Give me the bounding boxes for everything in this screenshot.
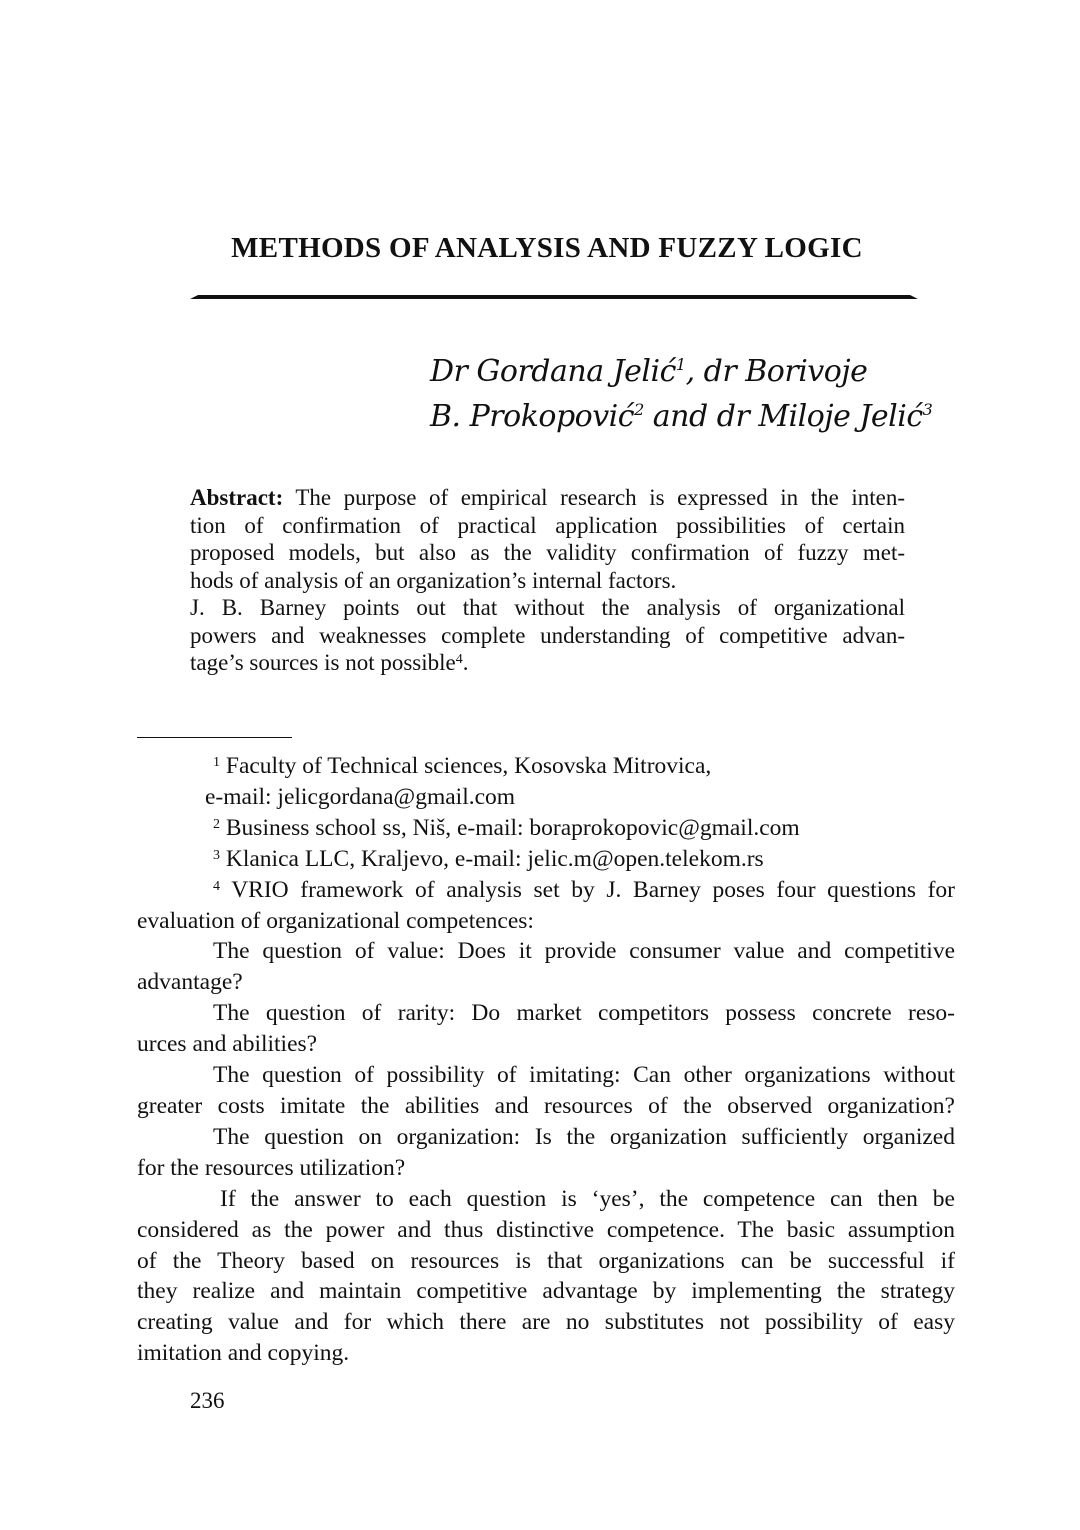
footnote-line <box>137 967 955 998</box>
title-rule <box>190 294 918 300</box>
footnote-text: considered as the power and thus distinctive competence. The basic assumption <box>137 1216 955 1243</box>
abstract-line: powers and weaknesses complete understanding of competitive advan- <box>190 622 905 648</box>
abstract-text: The purpose of empirical research is expressed in the inten- <box>283 485 905 510</box>
footnote-text: of the Theory based on resources is that organizations can be successful if <box>137 1247 955 1274</box>
footnote-line <box>137 1060 955 1091</box>
footnote-text: for the resources utilization? <box>137 1154 406 1181</box>
abstract-text: . <box>462 650 469 675</box>
footnote-line <box>137 1184 955 1215</box>
footnote-line <box>137 1246 955 1277</box>
footnote-text: The question on organization: Is the organization sufficiently organized <box>213 1123 955 1150</box>
footnote-line <box>137 751 955 782</box>
footnote-line <box>137 1215 955 1246</box>
footnote-line <box>137 1276 955 1307</box>
footnote-line <box>137 1029 955 1060</box>
abstract-line <box>190 484 905 512</box>
footnote-text: The question of rarity: Do market competitors possess concrete reso- <box>213 1000 955 1027</box>
footnote-line <box>137 844 955 875</box>
abstract-text: tage’s sources is not possible <box>190 650 456 675</box>
footnote-text: Business school ss, Niš, e-mail: boraprokopovic@gmail.com <box>220 814 800 841</box>
footnote-ref: 4 <box>455 652 463 667</box>
footnote-line <box>137 875 955 906</box>
footnote-mark: 1 <box>213 755 220 770</box>
abstract-line: tion of confirmation of practical application possibilities of certain <box>190 512 905 538</box>
abstract-line: J. B. Barney points out that without the analysis of organizational <box>190 595 905 620</box>
footnote-line <box>137 813 955 844</box>
footnote-line <box>137 782 955 813</box>
abstract-label: Abstract: <box>190 485 284 510</box>
footnote-text: evaluation of organizational competences: <box>137 907 534 934</box>
paper-title <box>0 232 1080 265</box>
footnote-text: greater costs imitate the abilities and resources of the observed organization? <box>137 1092 955 1119</box>
footnote-text: Faculty of Technical sciences, Kosovska Mitrovica, <box>220 753 712 779</box>
authors <box>430 346 932 436</box>
title-text: METHODS OF ANALYSIS AND FUZZY LOGIC <box>231 232 863 264</box>
author-name: B. Prokopović <box>430 399 635 434</box>
footnote-ref: 3 <box>922 400 933 419</box>
author-name: and dr Miloje Jelić <box>643 399 923 434</box>
footnote-text: The question of possibility of imitating: Can other organizations without <box>213 1062 955 1089</box>
author-name: , dr Borivoje <box>685 354 868 389</box>
footnote-mark: 2 <box>213 816 220 832</box>
page-number: 236 <box>190 1388 225 1413</box>
footnote-text: e-mail: jelicgordana@gmail.com <box>205 783 516 810</box>
footnote-separator <box>137 737 292 738</box>
footnote-text: If the answer to each question is ‘yes’, the competence can then be <box>220 1185 955 1212</box>
authors-line-2 <box>430 391 932 436</box>
abstract-line <box>190 649 905 677</box>
footnote-line <box>137 936 955 967</box>
footnote-line <box>137 1153 955 1184</box>
author-name: Dr Gordana Jelić <box>430 354 676 389</box>
footnote-line <box>137 1122 955 1153</box>
footnote-text: VRIO framework of analysis set by J. Barney poses four questions for <box>220 876 955 903</box>
authors-line-1 <box>430 346 932 391</box>
footnote-text: they realize and maintain competitive advantage by implementing the strategy <box>137 1278 955 1305</box>
footnote-text: urces and abilities? <box>137 1031 318 1058</box>
footnote-text: advantage? <box>137 969 243 996</box>
footnote-line <box>137 1091 955 1122</box>
footnote-ref: 1 <box>675 355 686 374</box>
footnote-text: Klanica LLC, Kraljevo, e-mail: jelic.m@open.telekom.rs <box>220 845 764 872</box>
footnotes <box>137 751 955 1369</box>
footnote-ref: 2 <box>634 400 644 419</box>
footnote-mark: 4 <box>213 878 220 894</box>
abstract-line: hods of analysis of an organization’s internal factors. <box>190 567 677 593</box>
footnote-text: imitation and copying. <box>137 1340 350 1367</box>
footnote-text: The question of value: Does it provide consumer value and competitive <box>213 938 955 965</box>
footnote-line <box>137 998 955 1029</box>
footnote-line <box>137 906 955 937</box>
footnote-mark: 3 <box>213 847 220 863</box>
footnote-line <box>137 1307 955 1338</box>
abstract-line: proposed models, but also as the validity confirmation of fuzzy met- <box>190 540 905 565</box>
footnote-text: creating value and for which there are no substitutes not possibility of easy <box>137 1309 955 1336</box>
abstract <box>190 484 905 677</box>
footnote-line <box>137 1338 955 1369</box>
